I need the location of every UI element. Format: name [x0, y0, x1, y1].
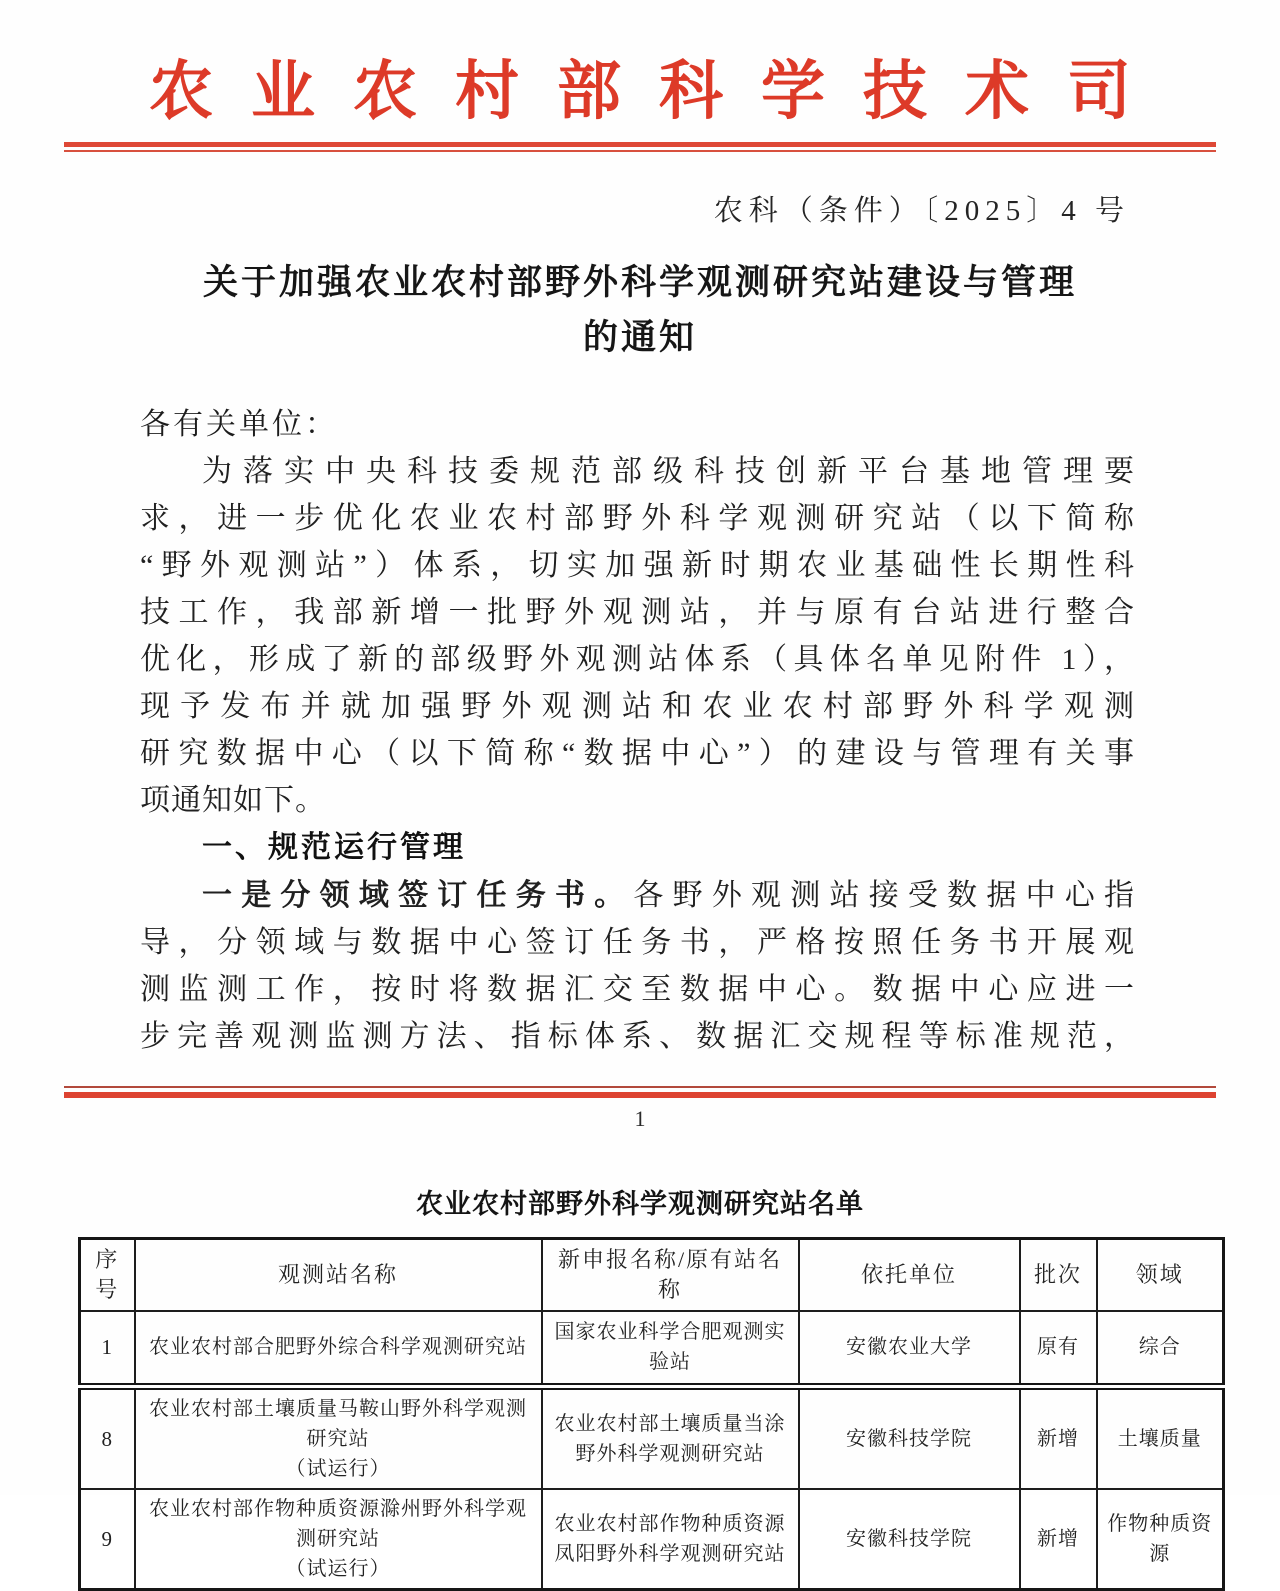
cell-field: 土壤质量: [1097, 1387, 1224, 1490]
paragraph-1-line: 求，进一步优化农业农村部野外科学观测研究站（以下简称: [140, 502, 1135, 535]
cell-new-name: 农业农村部土壤质量当涂野外科学观测研究站: [542, 1387, 799, 1490]
cell-batch: 原有: [1020, 1311, 1097, 1387]
page-footer-rule: [64, 1086, 1216, 1098]
table-row: [80, 1489, 1224, 1590]
cell-station-name: [135, 1311, 542, 1387]
cell-batch: 新增: [1020, 1387, 1097, 1490]
station-list-table: [78, 1237, 1225, 1591]
notice-title-line1: 关于加强农业农村部野外科学观测研究站建设与管理: [202, 263, 1077, 302]
cell-host-org: 安徽科技学院: [799, 1387, 1020, 1490]
column-header-host-org: 依托单位: [799, 1239, 1020, 1311]
cell-station-name: [135, 1489, 542, 1590]
document-number: 农科（条件）〔2025〕4 号: [713, 195, 1130, 227]
salutation: 各有关单位：: [140, 408, 338, 441]
station-name-text: 农业农村部土壤质量马鞍山野外科学观测研究站: [149, 1398, 527, 1450]
cell-no: 8: [80, 1387, 135, 1490]
paragraph-1-line: 现予发布并就加强野外观测站和农业农村部野外科学观测: [140, 690, 1135, 723]
paragraph-1-line: 研究数据中心（以下简称“数据中心”）的建设与管理有关事: [140, 737, 1135, 770]
paragraph-2-line: 测监测工作，按时将数据汇交至数据中心。数据中心应进一: [140, 973, 1135, 1006]
footer-rule-thin: [64, 1086, 1216, 1088]
cell-host-org: 安徽科技学院: [799, 1489, 1020, 1590]
paragraph-2-lead-rest: 各野外观测站接受数据中心指: [633, 879, 1136, 912]
letterhead-rule: [64, 142, 1216, 152]
table-row: [80, 1387, 1224, 1490]
paragraph-2-line: 导，分领域与数据中心签订任务书，严格按照任务书开展观: [140, 926, 1135, 959]
column-header-batch: 批次: [1020, 1239, 1097, 1311]
paragraph-1-line: “野外观测站”）体系，切实加强新时期农业基础性长期性科: [140, 549, 1135, 582]
paragraph-2: [0, 872, 1280, 1060]
letterhead-issuer-title: 农业农村部科学技术司: [149, 56, 1169, 127]
column-header-new-name: 新申报名称/原有站名称: [542, 1239, 799, 1311]
notice-title: [0, 255, 1280, 365]
paragraph-2-line: 步完善观测监测方法、指标体系、数据汇交规程等标准规范，: [140, 1020, 1135, 1053]
letterhead-rule-thick: [64, 142, 1216, 147]
paragraph-1-line: 项通知如下。: [140, 784, 326, 817]
station-name-suffix: （试运行）: [285, 1458, 391, 1480]
cell-no: 9: [80, 1489, 135, 1590]
cell-host-org: 安徽农业大学: [799, 1311, 1020, 1387]
cell-field: 作物种质资源: [1097, 1489, 1224, 1590]
table-row: [80, 1311, 1224, 1387]
paragraph-1: [0, 448, 1280, 824]
station-name-text: 农业农村部作物种质资源滁州野外科学观测研究站: [149, 1498, 527, 1550]
station-name-text: 农业农村部合肥野外综合科学观测研究站: [149, 1336, 527, 1359]
footer-rule-thick: [64, 1092, 1216, 1098]
column-header-station-name: 观测站名称: [135, 1239, 542, 1311]
page-number: 1: [634, 1106, 646, 1131]
attachment-table-title: 农业农村部野外科学观测研究站名单: [416, 1189, 864, 1219]
cell-new-name: 国家农业科学合肥观测实验站: [542, 1311, 799, 1387]
paragraph-1-line: 为落实中央科技委规范部级科技创新平台基地管理要: [202, 455, 1135, 488]
table-header-row: [80, 1239, 1224, 1311]
section-1-heading: 一、规范运行管理: [202, 831, 466, 864]
cell-new-name: 农业农村部作物种质资源凤阳野外科学观测研究站: [542, 1489, 799, 1590]
notice-title-line2: 的通知: [582, 318, 697, 357]
cell-field: 综合: [1097, 1311, 1224, 1387]
station-name-suffix: （试运行）: [285, 1558, 391, 1580]
paragraph-2-line: [140, 872, 1135, 919]
paragraph-1-line: 优化，形成了新的部级野外观测站体系（具体名单见附件 1），: [140, 643, 1135, 676]
column-header-no: 序号: [80, 1239, 135, 1311]
cell-station-name: [135, 1387, 542, 1490]
paragraph-2-bold-lead: 一是分领域签订任务书。: [202, 879, 634, 912]
cell-batch: 新增: [1020, 1489, 1097, 1590]
cell-no: 1: [80, 1311, 135, 1387]
column-header-field: 领域: [1097, 1239, 1224, 1311]
paragraph-1-line: 技工作，我部新增一批野外观测站，并与原有台站进行整合: [140, 596, 1135, 629]
letterhead-rule-thin: [64, 150, 1216, 152]
